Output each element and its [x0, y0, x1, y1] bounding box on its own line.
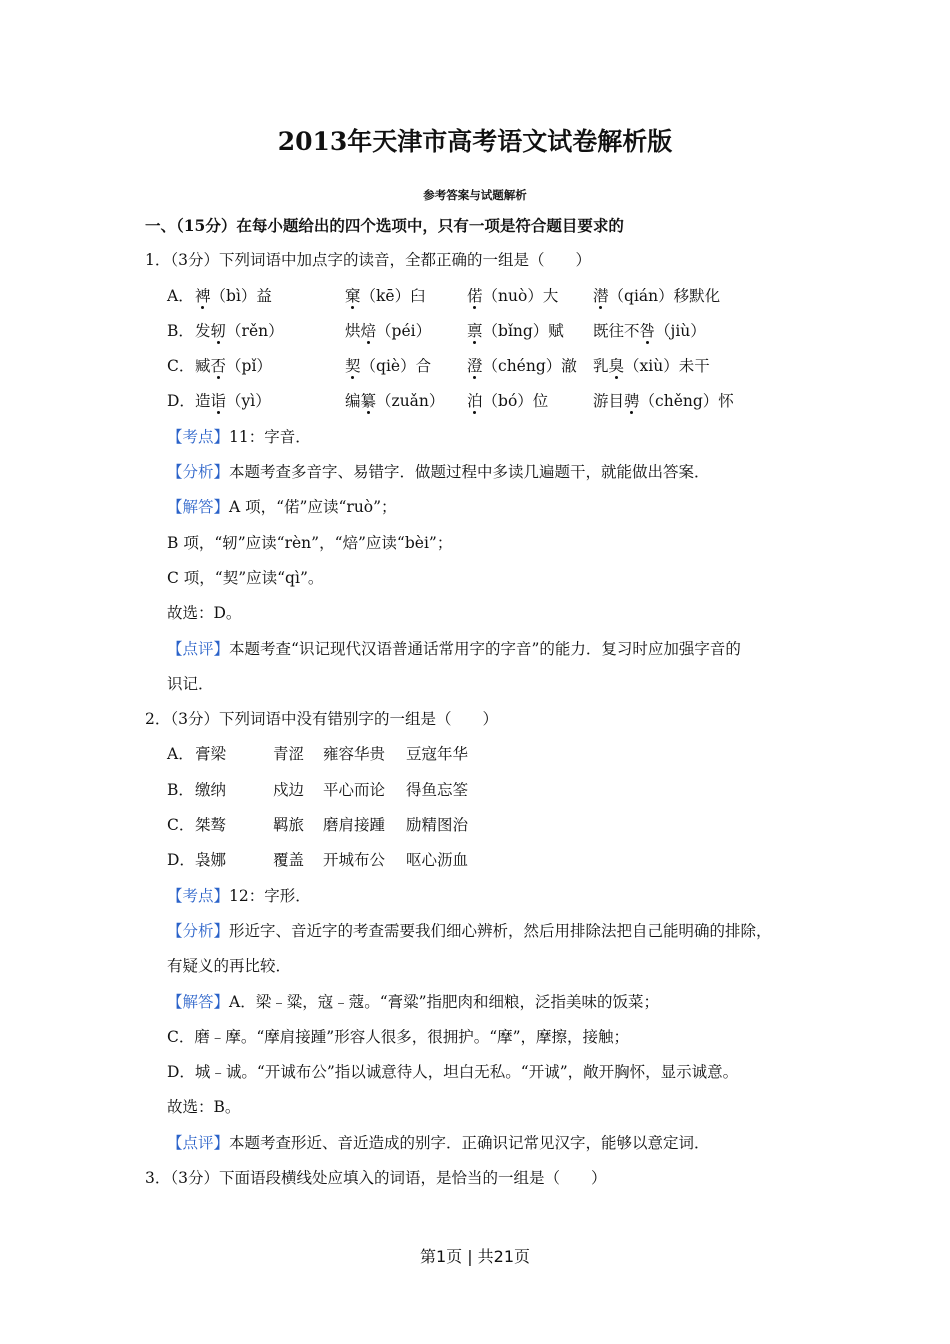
emphasized-char: 焙: [360, 321, 377, 340]
option-item: [345, 314, 467, 349]
emphasized-char: 咎: [639, 321, 656, 340]
document-body: [145, 208, 825, 1196]
option-item: 覆盖: [273, 851, 305, 870]
option-item: 桀骜: [195, 816, 227, 835]
item-suffix: （kē）臼: [360, 286, 426, 305]
document-subtitle: 参考答案与试题解析: [423, 188, 527, 202]
answer-line: 故选：B。: [167, 1098, 241, 1117]
option-label: D．: [167, 392, 195, 411]
jieda-tag: 【解答】: [167, 498, 230, 517]
item-suffix: （yì）: [226, 392, 271, 411]
kaodian-text: 11：字音．: [229, 427, 311, 446]
option-label: C．: [167, 816, 195, 835]
emphasized-char: 偌: [467, 286, 483, 305]
emphasized-char: 裨: [195, 286, 211, 305]
option-row: [145, 808, 825, 843]
option-row: [145, 384, 825, 419]
kaodian-tag: 【考点】: [167, 427, 230, 446]
option-row: [145, 773, 825, 808]
option-item: [593, 314, 706, 349]
emphasized-char: 潜: [593, 286, 609, 305]
emphasized-char: 契: [345, 357, 361, 376]
item-suffix: （bǐng）赋: [482, 321, 564, 340]
question-3-stem: 3．（3分）下面语段横线处应填入的词语，是恰当的一组是（ ）: [145, 1169, 607, 1188]
document-title: 2013年天津市高考语文试卷解析版: [277, 127, 673, 156]
question-1-stem: 1．（3分）下列词语中加点字的读音，全都正确的一组是（ ）: [145, 251, 591, 270]
item-suffix: （chěng）怀: [639, 392, 734, 411]
option-item: 平心而论: [323, 780, 386, 799]
dianping-text: 本题考查“识记现代汉语普通话常用字的字音”的能力．复习时应加强字音的: [229, 639, 741, 658]
option-label: A．: [167, 745, 194, 764]
item-suffix: （qián）移默化: [608, 286, 721, 305]
option-item: 膏梁: [195, 745, 227, 764]
emphasized-char: 窠: [345, 286, 361, 305]
dianping-tag: 【点评】: [167, 639, 230, 658]
option-item: 缴纳: [195, 780, 227, 799]
emphasized-char: 否: [210, 357, 227, 376]
item-prefix: 发: [195, 321, 211, 340]
option-row: [145, 349, 825, 384]
option-row: [145, 314, 825, 349]
fenxi-tag: 【分析】: [167, 921, 230, 940]
jieda-text: A．梁﹣粱，寇﹣蔻。“膏粱”指肥肉和细粮，泛指美味的饭菜；: [229, 992, 660, 1011]
item-suffix: （nuò）大: [482, 286, 559, 305]
option-label: A．: [167, 286, 194, 305]
option-item: [345, 279, 467, 314]
emphasized-char: 澄: [467, 357, 483, 376]
item-prefix: 臧: [195, 357, 211, 376]
item-suffix: （xiù）未干: [624, 357, 710, 376]
fenxi-tag: 【分析】: [167, 463, 230, 482]
q1-dianping: [145, 632, 825, 667]
emphasized-char: 泊: [467, 392, 483, 411]
option-item: [345, 384, 467, 419]
item-suffix: （jiù）: [655, 321, 706, 340]
q2-fenxi: [145, 914, 825, 949]
item-prefix: 乳: [593, 357, 609, 376]
item-suffix: （pǐ）: [226, 357, 272, 376]
option-label: D．: [167, 851, 195, 870]
question-1-options: [145, 279, 825, 420]
emphasized-char: 纂: [360, 392, 377, 411]
option-item: [593, 349, 710, 384]
item-prefix: 烘: [345, 321, 361, 340]
q2-dianping: [145, 1126, 825, 1161]
item-suffix: （bì）益: [210, 286, 272, 305]
section-heading: 一、（15分）在每小题给出的四个选项中，只有一项是符合题目要求的: [145, 216, 624, 235]
page-footer: 第1页 | 共21页: [419, 1247, 531, 1266]
item-suffix: （chéng）澈: [482, 357, 577, 376]
option-item: 羁旅: [273, 816, 305, 835]
option-item: [593, 279, 720, 314]
option-label: B．: [167, 780, 194, 799]
option-item: [195, 349, 345, 384]
option-item: 磨肩接踵: [323, 816, 386, 835]
option-item: [345, 349, 467, 384]
option-row: [145, 737, 825, 772]
option-row: [145, 843, 825, 878]
option-item: 雍容华贵: [323, 745, 386, 764]
item-suffix: （qiè）合: [360, 357, 432, 376]
jieda-line: C 项，“契”应读“qì”。: [167, 568, 324, 587]
dianping-text: 本题考查形近、音近造成的别字．正确识记常见汉字，能够以意定词．: [229, 1133, 710, 1152]
option-item: 袅娜: [195, 851, 227, 870]
option-item: [195, 384, 345, 419]
option-item: [195, 314, 345, 349]
dianping-line: 识记．: [167, 674, 214, 693]
jieda-line: C．磨﹣摩。“摩肩接踵”形容人很多，很拥护。“摩”，摩擦，接触；: [167, 1027, 630, 1046]
fenxi-text: 本题考查多音字、易错字．做题过程中多读几遍题干，就能做出答案．: [229, 463, 710, 482]
emphasized-char: 臭: [608, 357, 625, 376]
option-item: 青涩: [273, 745, 305, 764]
kaodian-tag: 【考点】: [167, 886, 230, 905]
emphasized-char: 轫: [210, 321, 227, 340]
option-item: [467, 279, 593, 314]
q1-jieda: [145, 490, 825, 525]
option-item: 得鱼忘筌: [406, 780, 469, 799]
emphasized-char: 禀: [467, 321, 483, 340]
option-item: [467, 314, 593, 349]
option-label: B．: [167, 321, 194, 340]
option-item: 戍边: [273, 780, 305, 799]
item-suffix: （péi）: [376, 321, 432, 340]
fenxi-line: 有疑义的再比较．: [167, 957, 292, 976]
fenxi-text: 形近字、音近字的考查需要我们细心辨析，然后用排除法把自己能明确的排除，: [229, 921, 772, 940]
question-2-options: [145, 737, 825, 878]
option-item: 励精图治: [406, 816, 469, 835]
q2-kaodian: [145, 879, 825, 914]
option-row: [145, 279, 825, 314]
jieda-tag: 【解答】: [167, 992, 230, 1011]
option-item: [195, 279, 345, 314]
option-label: C．: [167, 357, 195, 376]
q2-jieda: [145, 985, 825, 1020]
kaodian-text: 12：字形．: [229, 886, 311, 905]
emphasized-char: 诣: [210, 392, 227, 411]
item-suffix: （zuǎn）: [376, 392, 445, 411]
answer-line: 故选：D。: [167, 604, 242, 623]
dianping-tag: 【点评】: [167, 1133, 230, 1152]
item-suffix: （bó）位: [482, 392, 549, 411]
jieda-line: B 项，“轫”应读“rèn”，“焙”应读“bèi”；: [167, 533, 453, 552]
question-2-stem: 2．（3分）下列词语中没有错别字的一组是（ ）: [145, 710, 498, 729]
option-item: 豆寇年华: [406, 745, 469, 764]
item-suffix: （rěn）: [226, 321, 284, 340]
item-prefix: 造: [195, 392, 211, 411]
q1-fenxi: [145, 455, 825, 490]
q1-kaodian: [145, 420, 825, 455]
jieda-line: D．城﹣诚。“开诚布公”指以诚意待人，坦白无私。“开诚”，敞开胸怀，显示诚意。: [167, 1063, 739, 1082]
option-item: 呕心沥血: [406, 851, 469, 870]
option-item: 开城布公: [323, 851, 386, 870]
jieda-text: A 项，“偌”应读“ruò”；: [229, 498, 397, 517]
option-item: [467, 349, 593, 384]
item-prefix: 游目: [593, 392, 625, 411]
item-prefix: 既往不: [593, 321, 640, 340]
option-item: [593, 384, 734, 419]
option-item: [467, 384, 593, 419]
emphasized-char: 骋: [624, 392, 640, 411]
item-prefix: 编: [345, 392, 361, 411]
